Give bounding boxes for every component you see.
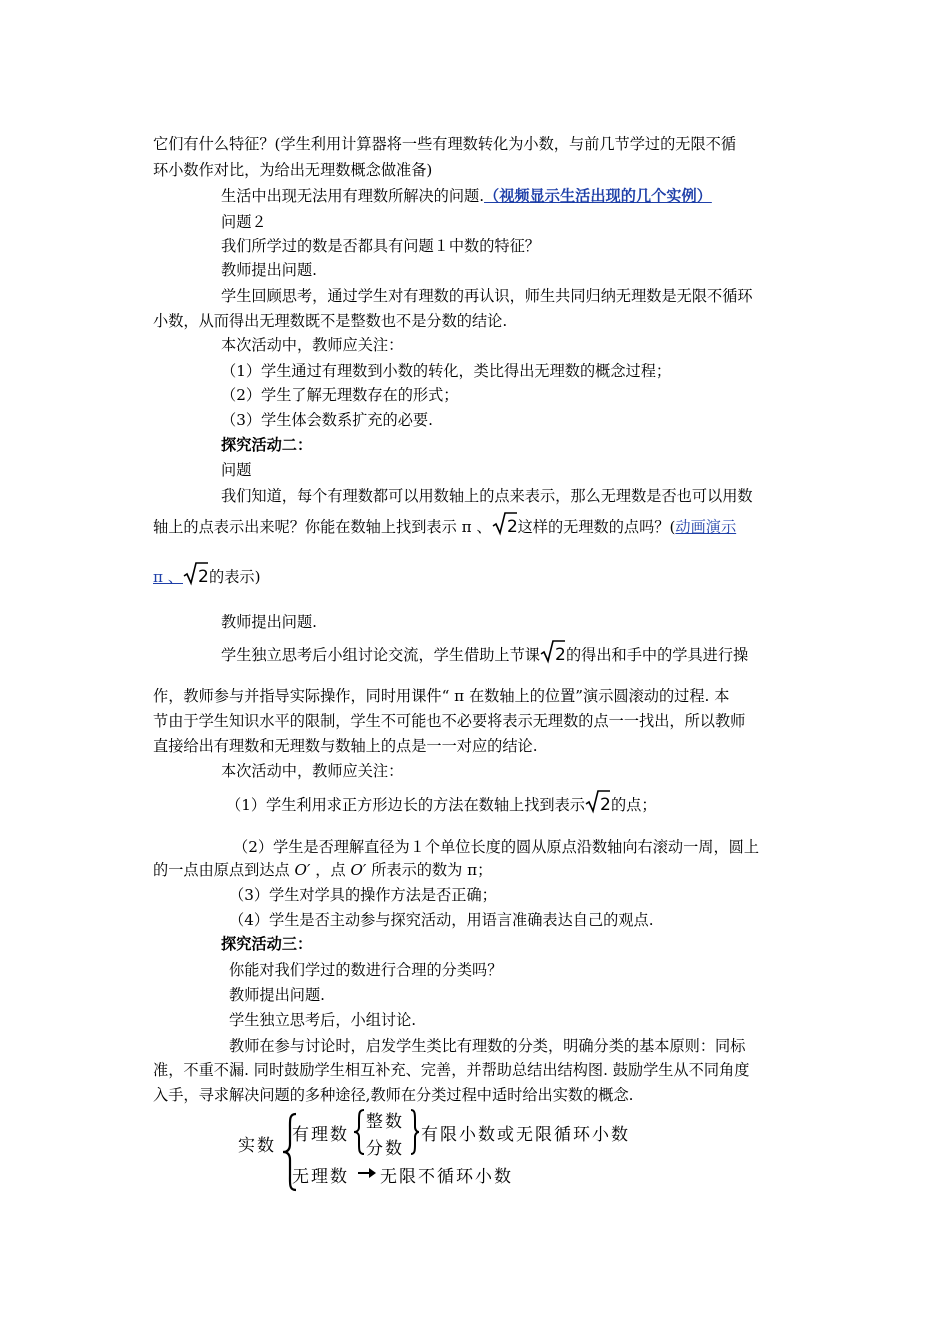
paragraph-line: 问题２ bbox=[221, 213, 267, 231]
paragraph-text: 生活中出现无法用有理数所解决的问题. bbox=[221, 187, 485, 205]
list-item bbox=[226, 790, 657, 816]
sqrt-radicand: 2 bbox=[506, 517, 518, 536]
point-o-prime: O′ bbox=[350, 861, 367, 879]
inner-closing-brace-icon bbox=[409, 1108, 421, 1156]
diagram-irrational-label: 无理数 bbox=[292, 1167, 349, 1187]
paragraph-text: 所表示的数为 π； bbox=[371, 861, 493, 879]
paragraph-line bbox=[221, 186, 712, 207]
paragraph-text: 的一点由原点到达点 bbox=[153, 861, 290, 879]
paragraph-line: 小数，从而得出无理数既不是整数也不是分数的结论. bbox=[153, 312, 508, 330]
paragraph-line: 学生回顾思考，通过学生对有理数的再认识，师生共同归纳无理数是无限不循环 bbox=[221, 287, 753, 305]
paragraph-text: 轴上的点表示出来呢？你能在数轴上找到表示 π 、 bbox=[153, 518, 492, 536]
paragraph-line: 作，教师参与并指导实际操作，同时用课件“ π 在数轴上的位置”演示圆滚动的过程. 本 bbox=[153, 687, 730, 705]
paragraph-line: 教师提出问题. bbox=[221, 613, 317, 631]
paragraph-line: 学生独立思考后，小组讨论. bbox=[229, 1011, 417, 1029]
sqrt-two-formula bbox=[540, 640, 566, 664]
list-item: （3）学生对学具的操作方法是否正确； bbox=[229, 886, 497, 904]
sqrt-two-formula bbox=[585, 790, 611, 814]
paragraph-line bbox=[221, 640, 748, 666]
list-item: （2）学生了解无理数存在的形式； bbox=[221, 386, 459, 404]
paragraph-text: （1）学生利用求正方形边长的方法在数轴上找到表示 bbox=[226, 796, 585, 814]
paragraph-line: 它们有什么特征？(学生利用计算器将一些有理数转化为小数，与前几节学过的无限不循 bbox=[153, 135, 737, 153]
diagram-fraction-label: 分数 bbox=[366, 1139, 404, 1159]
paragraph-text: 的表示) bbox=[209, 568, 261, 586]
list-item: （3）学生体会数系扩充的必要. bbox=[221, 411, 433, 429]
diagram-rational-desc: 有限小数或无限循环小数 bbox=[421, 1125, 630, 1145]
paragraph-line: 入手，寻求解决问题的多种途径,教师在分类过程中适时给出实数的概念. bbox=[153, 1086, 634, 1104]
paragraph-line: 我们所学过的数是否都具有问题１中数的特征？ bbox=[221, 237, 540, 255]
paragraph-line: 我们知道，每个有理数都可以用数轴上的点来表示，那么无理数是否也可以用数 bbox=[221, 487, 753, 505]
diagram-irrational-desc: 无限不循环小数 bbox=[380, 1167, 513, 1187]
arrow-right-icon bbox=[357, 1164, 377, 1182]
sqrt-radicand: 2 bbox=[599, 795, 611, 814]
sqrt-radicand: 2 bbox=[198, 567, 209, 586]
paragraph-line: 教师在参与讨论时，启发学生类比有理数的分类，明确分类的基本原则：同标 bbox=[229, 1037, 746, 1055]
paragraph-line bbox=[153, 562, 261, 588]
paragraph-line: 问题 bbox=[221, 461, 252, 479]
animation-link-cont[interactable]: π 、 bbox=[153, 568, 183, 586]
paragraph-line: 准，不重不漏. 同时鼓励学生相互补充、完善，并帮助总结出结构图. 鼓励学生从不同角度 bbox=[153, 1061, 750, 1079]
animation-link[interactable]: 动画演示 bbox=[675, 518, 737, 536]
paragraph-line: 教师提出问题. bbox=[221, 261, 317, 279]
paragraph-line: 直接给出有理数和无理数与数轴上的点是一一对应的结论. bbox=[153, 737, 538, 755]
diagram-rational-label: 有理数 bbox=[292, 1125, 349, 1145]
diagram-integer-label: 整数 bbox=[366, 1112, 404, 1132]
list-item: （4）学生是否主动参与探究活动，用语言准确表达自己的观点. bbox=[229, 911, 654, 929]
paragraph-line: 环小数作对比，为给出无理数概念做准备) bbox=[153, 161, 433, 179]
paragraph-line: 节由于学生知识水平的限制，学生不可能也不必要将表示无理数的点一一找出，所以教师 bbox=[153, 712, 746, 730]
list-item: （2）学生是否理解直径为１个单位长度的圆从原点沿数轴向右滚动一周，圆上 bbox=[233, 838, 760, 856]
paragraph-line: 本次活动中，教师应关注： bbox=[221, 336, 404, 354]
paragraph-text: 这样的无理数的点吗？( bbox=[517, 518, 676, 536]
point-o-prime: O′ bbox=[294, 861, 311, 879]
paragraph-text: 的得出和手中的学具进行操 bbox=[565, 646, 749, 664]
paragraph-line bbox=[153, 512, 736, 538]
section-heading: 探究活动三： bbox=[221, 935, 313, 953]
sqrt-radicand: 2 bbox=[554, 645, 566, 664]
sqrt-two-formula bbox=[492, 512, 518, 536]
video-link[interactable]: （视频显示生活出现的几个实例） bbox=[484, 187, 712, 205]
paragraph-line bbox=[153, 860, 492, 881]
inner-brace-icon bbox=[351, 1108, 367, 1156]
section-heading: 探究活动二： bbox=[221, 436, 313, 454]
list-item: （1）学生通过有理数到小数的转化，类比得出无理数的概念过程； bbox=[221, 362, 672, 380]
paragraph-text: ，点 bbox=[315, 861, 346, 879]
paragraph-line: 教师提出问题. bbox=[229, 986, 325, 1004]
sqrt-two-formula bbox=[183, 562, 209, 586]
paragraph-text: 学生独立思考后小组讨论交流，学生借助上节课 bbox=[221, 646, 540, 664]
diagram-root-label: 实数 bbox=[238, 1136, 276, 1156]
paragraph-line: 你能对我们学过的数进行合理的分类吗？ bbox=[229, 961, 503, 979]
paragraph-line: 本次活动中，教师应关注： bbox=[221, 762, 404, 780]
paragraph-text: 的点； bbox=[610, 796, 657, 814]
